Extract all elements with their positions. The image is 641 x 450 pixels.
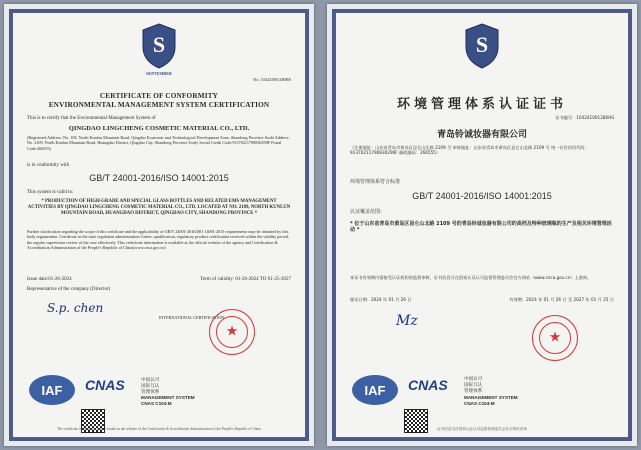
issue-date: Issue date:01-26-2024 xyxy=(27,277,72,282)
certificate-english xyxy=(4,4,314,446)
address-block: （注册地址：山东省青岛市黄岛区昆仑山北路 2109 号 审核地址：山东省青岛市黄岛区昆仑山北路 2109 号 统一社会信用代码：91370211790830290F 邮政编码：266555） xyxy=(350,145,589,156)
title-line2: ENVIRONMENTAL MANAGEMENT SYSTEM CERTIFICATION xyxy=(48,101,270,109)
company-name: 青岛铃诚妆器有限公司 xyxy=(436,130,527,140)
certificate-number: No. 104241001280HS xyxy=(253,77,291,82)
title-zh: 环境管理体系认证证书 xyxy=(396,97,567,112)
svg-text:S: S xyxy=(152,32,166,57)
footer-text: The certificate information can be found on the website of the Certification & Accreditation Administration of the People's Republic of China xyxy=(57,426,261,431)
certificate-chinese xyxy=(327,4,637,446)
representative-label: Representative of the company (Director) xyxy=(27,287,111,292)
accreditation-marks xyxy=(346,371,618,415)
validity-term: Term of validity: 01-26-2024 TO 01-25-2027 xyxy=(200,277,291,282)
certificate-body xyxy=(12,12,306,438)
svg-text:S: S xyxy=(475,32,489,57)
address-block: (Registered Address: No. 100, North Kunlun Mountain Road, Qingdao Economic and Technological Development Zone, Shandong Province Audit Address: No. 2109, North Kunlun Mountain Road, Huangdao District, Qingdao City, Shandong Province Unify Social Credit Code:91370211790830290F Postal Code:266555) xyxy=(27,135,290,151)
certifier-logo xyxy=(463,21,501,71)
certifier-label: INTERNATIONAL CERTIFICATION xyxy=(159,315,225,320)
scope-text: * PRODUCTION OF HIGH-GRADE AND SPECIAL GLASS BOTTLES AND RELATED EMS MANAGEMENT ACTIVITIES BY QINGDAO LINGCHENG COSMETIC MATERIAL CO., LTD. LOCATED AT NO. 2109, NORTH KUNLUN MOUNTAIN ROAD, HUANGDAO DISTRICT, QINGDAO CITY, SHANDONG PROVINCE * xyxy=(27,199,291,216)
cnas-logo: CNAS xyxy=(408,377,448,393)
conformity-label: 环境管理体系符合标准 xyxy=(350,179,401,185)
logo-caption: SEPTEMBER xyxy=(146,71,172,76)
footer-text: 证书信息可在国家认证认可监督管理委员会官方网站查询 xyxy=(437,426,527,431)
cnas-caption: 中国认可 国际互认 管理体系 MANAGEMENT SYSTEM CNAS C104-M xyxy=(141,377,195,406)
star-icon: ★ xyxy=(225,324,239,340)
certification-seal xyxy=(532,315,578,361)
scope-label: 认证覆盖范围： xyxy=(350,209,386,215)
director-signature: S.p. chen xyxy=(47,301,104,315)
iaf-logo: IAF xyxy=(352,375,398,405)
certificate-body xyxy=(335,12,629,438)
conformity-label: is in conformity with xyxy=(27,163,70,168)
company-name: QINGDAO LINGCHENG COSMETIC MATERIAL CO., LTD. xyxy=(68,125,250,132)
title-line1: CERTIFICATE OF CONFORMITY xyxy=(99,92,219,100)
standard-number: GB/T 24001-2016/ISO 14001:2015 xyxy=(412,191,552,201)
cnas-logo: CNAS xyxy=(85,377,125,393)
further-text: 本证书有效期内需接受认证机构的监督审核，证书信息可在国家认证认可监督管理委员会官方网站（www.cnca.gov.cn）上查询。 xyxy=(350,275,592,280)
certificate-number: 证书编号：104241001280HS xyxy=(555,115,614,120)
iaf-logo: IAF xyxy=(29,375,75,405)
cnas-caption: 中国认可 国际互认 管理体系 MANAGEMENT SYSTEM CNAS C104-M xyxy=(464,377,518,406)
standard-number: GB/T 24001-2016/ISO 14001:2015 xyxy=(89,173,229,183)
intro-text: This is to certify that the Environmental Management System of xyxy=(27,116,156,121)
scope-text: * 位于山东省青岛市黄岛区昆仑山北路 2109 号的青岛铃诚妆器有限公司的高档及特种玻璃瓶的生产及相关环境管理活动 * xyxy=(350,221,612,234)
accreditation-marks xyxy=(23,371,295,415)
certification-seal xyxy=(209,309,255,355)
issue-date: 颁证日期：2024 年 01 月 26 日 xyxy=(350,297,412,302)
director-signature: Mz xyxy=(396,313,418,329)
validity-term: 有效期：2024 年 01 月 26 日 至 2027 年 01 月 25 日 xyxy=(509,297,614,302)
certifier-logo xyxy=(140,21,178,71)
star-icon: ★ xyxy=(548,330,562,346)
further-text: Further clarification regarding the scope of this certificate and the applicability of GB/T 24001-2016/ISO 14001:2015 requirements may be obtained by this body organization. Certificate in the state regulation administration Center, qualification, regulatory product certification received within the validity period, the regular supervision review of the case effectively. This certificate information is available at the official website of the agency and Certification & Accreditation Administration of the People's Republic of China(www.cnca.gov.cn) xyxy=(27,229,289,251)
valid-label: This system is valid to: xyxy=(27,190,74,195)
